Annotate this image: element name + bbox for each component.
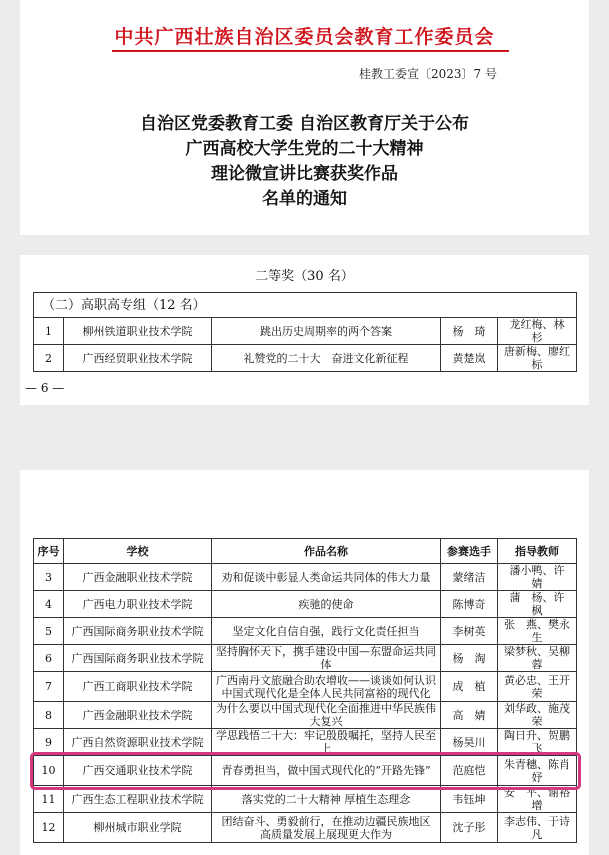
- cell-no: 10: [34, 756, 64, 786]
- document-title: [20, 112, 589, 212]
- cell-advisors: 梁梦秋、吴柳蓉: [498, 645, 577, 672]
- title-line: 名单的通知: [262, 189, 347, 209]
- cell-work: 坚定文化自信自强，践行文化责任担当: [212, 618, 441, 645]
- cell-contestant: 陈博奇: [441, 591, 498, 618]
- cell-school: 广西金融职业技术学院: [64, 564, 212, 591]
- table-header-row: [34, 539, 577, 564]
- issuer-masthead: 中共广西壮族自治区委员会教育工作委员会: [114, 26, 495, 48]
- table-row: [34, 702, 577, 729]
- cell-work: 青春勇担当，做中国式现代化的“开路先锋”: [212, 756, 441, 786]
- cell-school: 广西生态工程职业技术学院: [64, 786, 212, 813]
- cell-school: 广西国际商务职业技术学院: [64, 645, 212, 672]
- cell-work: 劝和促谈中彰显人类命运共同体的伟大力量: [212, 564, 441, 591]
- cell-contestant: 杨 琦: [441, 318, 498, 345]
- cell-no: 12: [34, 813, 64, 843]
- cell-advisors: 龙红梅、林 杉: [498, 318, 577, 345]
- header-contestant: 参赛选手: [441, 539, 498, 564]
- header-work: 作品名称: [212, 539, 441, 564]
- cell-contestant: 杨昊川: [441, 729, 498, 756]
- cell-school: 广西电力职业技术学院: [64, 591, 212, 618]
- cell-no: 2: [34, 345, 64, 372]
- cell-advisors: 张 燕、樊永生: [498, 618, 577, 645]
- red-divider-line: [112, 50, 509, 52]
- cell-school: 柳州铁道职业技术学院: [64, 318, 212, 345]
- cell-contestant: 韦钰坤: [441, 786, 498, 813]
- title-line: 自治区党委教育工委 自治区教育厅关于公布: [140, 114, 469, 134]
- cell-school: 广西工商职业技术学院: [64, 672, 212, 702]
- cell-no: 7: [34, 672, 64, 702]
- cell-advisors: 唐新梅、廖红标: [498, 345, 577, 372]
- cell-school: 广西经贸职业技术学院: [64, 345, 212, 372]
- work-line: 团结奋斗、勇毅前行，在推动边疆民族地区: [221, 814, 431, 828]
- cell-school: 广西自然资源职业技术学院: [64, 729, 212, 756]
- table-row: [34, 786, 577, 813]
- cell-work: [212, 813, 441, 843]
- page-number: — 6 —: [25, 381, 65, 395]
- cell-advisors: 李志伟、于诗凡: [498, 813, 577, 843]
- highlight-annotation-box: [30, 752, 581, 790]
- table-row: [34, 645, 577, 672]
- table-row: [34, 591, 577, 618]
- cell-no: 1: [34, 318, 64, 345]
- cell-school: 广西金融职业技术学院: [64, 702, 212, 729]
- table-row: [34, 618, 577, 645]
- header-school: 学校: [64, 539, 212, 564]
- table-row: [34, 318, 577, 345]
- work-line: 广西南丹文旅融合助农增收——谈谈如何认识: [216, 673, 436, 687]
- award-heading: 二等奖（30 名）: [255, 269, 354, 284]
- cell-no: 9: [34, 729, 64, 756]
- cell-contestant: 成 植: [441, 672, 498, 702]
- cell-work: 坚持胸怀天下，携手建设中国—东盟命运共同体: [212, 645, 441, 672]
- cell-advisors: 陶日升、贺鹏飞: [498, 729, 577, 756]
- cell-no: 6: [34, 645, 64, 672]
- cell-school: 广西交通职业技术学院: [64, 756, 212, 786]
- cell-work: 落实党的二十大精神 厚植生态理念: [212, 786, 441, 813]
- header-no: 序号: [34, 539, 64, 564]
- table-row: [34, 672, 577, 702]
- award-list-page-continued: [20, 470, 589, 855]
- cell-advisors: 黄必忠、王开荣: [498, 672, 577, 702]
- document-cover-page: [20, 0, 589, 235]
- cell-advisors: 安 平、谢裕增: [498, 786, 577, 813]
- cell-work: 跳出历史周期率的两个答案: [212, 318, 441, 345]
- cell-contestant: 杨 淘: [441, 645, 498, 672]
- cell-contestant: 沈子彤: [441, 813, 498, 843]
- award-list-page: [20, 255, 589, 405]
- cell-no: 11: [34, 786, 64, 813]
- work-line: 中国式现代化是全体人民共同富裕的现代化: [221, 686, 431, 700]
- cell-contestant: 李树英: [441, 618, 498, 645]
- cell-work: 学思践悟二十大：牢记殷殷嘱托，坚持人民至上: [212, 729, 441, 756]
- header-advisors: 指导教师: [498, 539, 577, 564]
- cell-no: 3: [34, 564, 64, 591]
- title-line: 广西高校大学生党的二十大精神: [185, 139, 424, 159]
- table-row: [34, 564, 577, 591]
- title-line: 理论微宣讲比赛获奖作品: [211, 164, 398, 184]
- cell-no: 5: [34, 618, 64, 645]
- group-label: （二）高职高专组（12 名）: [34, 293, 577, 318]
- table-row: [34, 345, 577, 372]
- document-number: 桂教工委宣〔2023〕7 号: [359, 67, 497, 81]
- cell-contestant: 蒙绪洁: [441, 564, 498, 591]
- cell-work: 疾驰的使命: [212, 591, 441, 618]
- cell-contestant: 高 婧: [441, 702, 498, 729]
- cell-contestant: 范庭恺: [441, 756, 498, 786]
- cell-work: [212, 672, 441, 702]
- cell-advisors: 蒲 杨、许 枫: [498, 591, 577, 618]
- cell-advisors: 刘华政、施茂荣: [498, 702, 577, 729]
- cell-school: 柳州城市职业学院: [64, 813, 212, 843]
- cell-work: 为什么要以中国式现代化全面推进中华民族伟大复兴: [212, 702, 441, 729]
- work-line: 高质量发展上展现更大作为: [260, 827, 392, 841]
- award-table-top: [33, 292, 577, 372]
- award-table-main: [33, 538, 577, 843]
- cell-advisors: 朱青穗、陈肖妤: [498, 756, 577, 786]
- cell-school: 广西国际商务职业技术学院: [64, 618, 212, 645]
- cell-advisors: 潘小鸭、许 婧: [498, 564, 577, 591]
- cell-work: 礼赞党的二十大 奋进文化新征程: [212, 345, 441, 372]
- cell-no: 8: [34, 702, 64, 729]
- cell-contestant: 黄楚岚: [441, 345, 498, 372]
- table-row: [34, 813, 577, 843]
- cell-no: 4: [34, 591, 64, 618]
